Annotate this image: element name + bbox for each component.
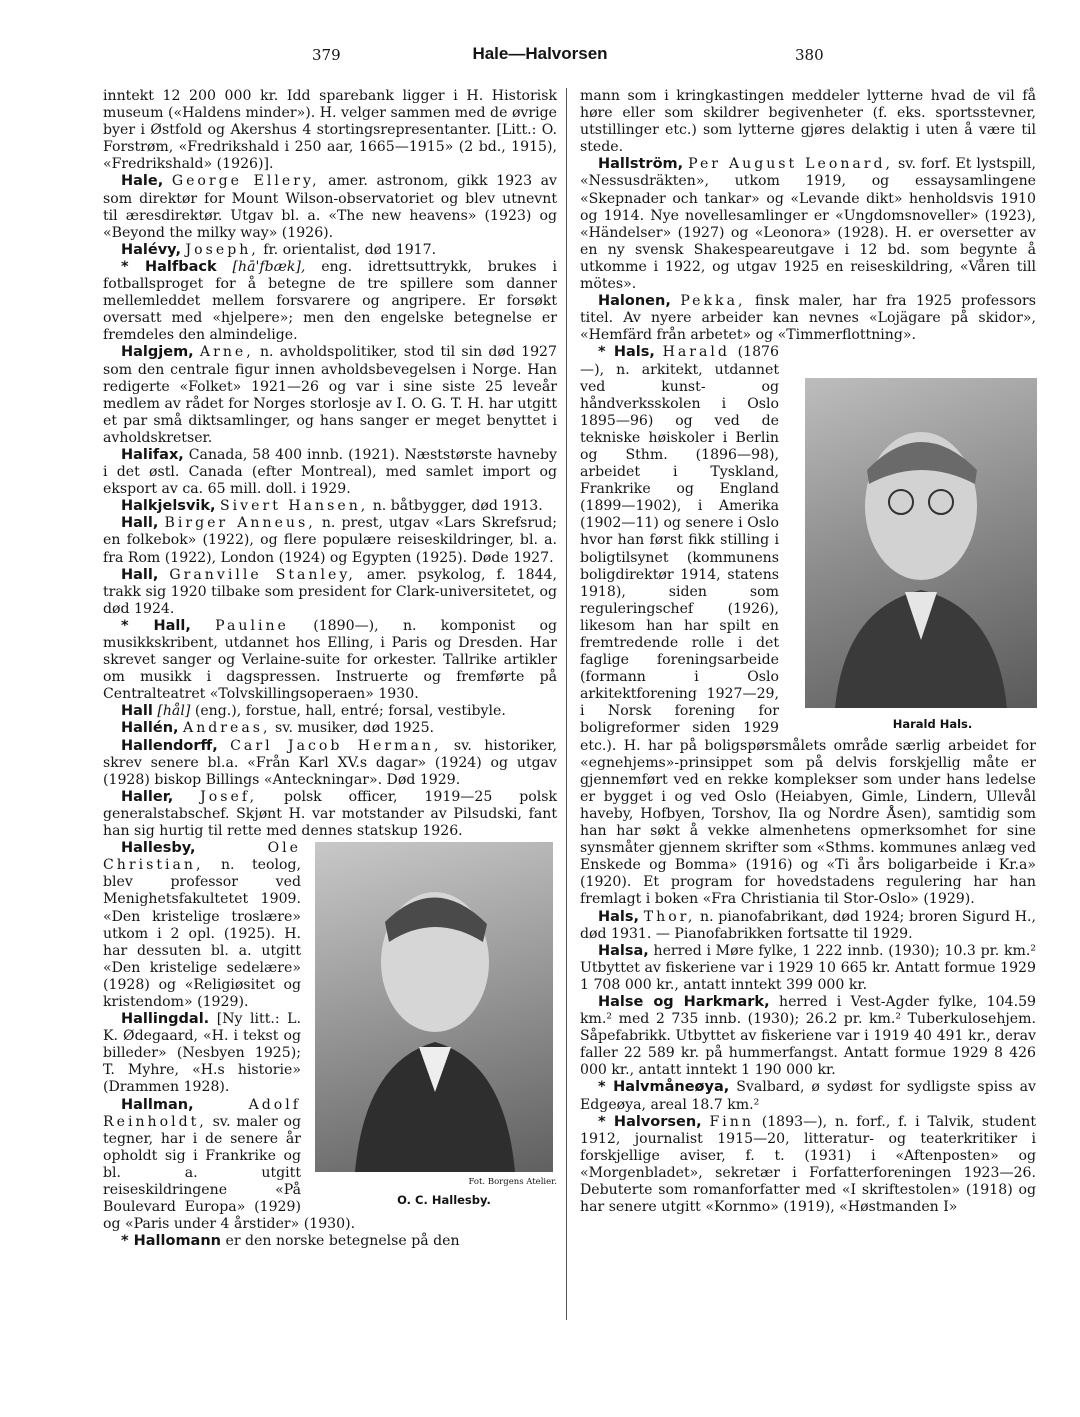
- entry-hallomann: * Hallomann er den norske betegnelse på den: [121, 1233, 460, 1250]
- right-column: [580, 88, 1036, 1216]
- entry-halvmaneoya: * Halvmåneøya, Svalbard, ø sydøst for sydligste spiss av Edgeøya, areal 18.7 km.²: [580, 1079, 1037, 1113]
- entry-hallen: Hallén, Andreas, sv. musiker, død 1925.: [121, 720, 435, 737]
- figure-caption-hallesby: O. C. Hallesby.: [397, 1193, 491, 1208]
- portrait-photo-icon: [315, 842, 553, 1172]
- entry-hall-pauline: * Hall, Pauline (1890—), n. komponist og musikkskribent, utdannet hos Elling, i Paris og Dresden. Har skrevet sanger og Verlaine-suite for orkester. Tallrike artikler om musikk i dagspressen. Instruerte og fremførte på Centralteatret «Tolvskillingsoperaen» 1930.: [103, 617, 557, 703]
- portrait-photo-icon: [805, 378, 1037, 708]
- entry-haller: Haller, Josef, polsk officer, 1919—25 polsk generalstabschef. Skjønt H. var motstander av Pilsudski, fant han sig hurtig til rette med dennes statskup 1926.: [103, 788, 557, 840]
- entry-hallesby: Fot. Borgens Atelier. O. C. Hallesby. Hallesby, Ole Christian, n. teolog, blev professor ved Menighetsfakultetet 1909. «Den kristelige troslære» utkom i 2 opl. (1925). H. har dessuten bl. a. utgitt «Den kristelige sedelære» (1928) og «Religiøsitet og kristendom» (1929).: [103, 840, 557, 1011]
- entry-continuation-right: mann som i kringkastingen meddeler lytterne hvad de vil få høre eller som skildrer begivenheter (f. eks. sportsstevner, utstillinger etc.) som lytterne gjøres delaktig i uten å være til stede.: [580, 88, 1036, 156]
- entry-hall-birger: Hall, Birger Anneus, n. prest, utgav «Lars Skrefsrud; en folkebok» (1922), og flere populære reiseskildringer, bl. a. fra Rom (1922), London (1924) og Egypten (1925). Døde 1927.: [103, 515, 557, 566]
- figure-caption-hals: Harald Hals.: [892, 717, 973, 732]
- entry-hallingdal: Hallingdal. [Ny litt.: L. K. Ødegaard, «H. i tekst og billeder» (Nesbyen 1925); T. Myhre, «H.s historie» (Drammen 1928).: [103, 1011, 301, 1096]
- entry-hallstrom: Hallström, Per August Leonard, sv. forf. Et lystspill, «Nessusdräkten», utkom 1919, og essaysamlingene «Skepnader och tankar» og «Levande dikt» henholdsvis 1910 og 1914. Nye novellesamlinger er «Ungdomsnoveller» (1923), «Händelser» (1927) og «Leonora» (1928). H. er oversetter av en ny svensk Shakespeareutgave i 12 bd. som begynte å utkomme i 1922, og utgav 1925 en reiseskildring, «Våren till mötes».: [580, 156, 1036, 293]
- entry-halvorsen: * Halvorsen, Finn (1893—), n. forf., f. i Talvik, student 1912, journalist 1915—20, litteratur- og teaterkritiker i forskjellige aviser, f. t. (1931) i «Aftenposten» og «Morgenbladet», sekretær i Forfatterforeningen 1923—26. Debuterte som romanforfatter med «I skriftestolen» (1918) og har senere utgitt «Kornmo» (1919), «Høstmanden I»: [580, 1113, 1037, 1216]
- entry-hall-eng: Hall [hål] (eng.), forstue, hall, entré; forsal, vestibyle.: [121, 703, 506, 720]
- entry-hals-thor: Hals, Thor, n. pianofabrikant, død 1924; broren Sigurd H., død 1931. — Pianofabrikken fortsatte til 1929.: [580, 908, 1037, 942]
- column-divider: [566, 88, 567, 1320]
- entry-halonen: Halonen, Pekka, finsk maler, har fra 1925 professors titel. Av nyere arbeider kan nevnes «Lojägare på skidor», «Hemfärd från arbetet» og «Timmerflottning».: [580, 293, 1037, 344]
- entry-halifax: Halifax, Canada, 58 400 innb. (1921). Næststørste havneby i det østl. Canada (efter Montreal), med samlet import og eksport av ca. 65 mill. doll. i 1929.: [103, 446, 557, 498]
- entry-halkjelsvik: Halkjelsvik, Sivert Hansen, n. båtbygger, død 1913.: [121, 498, 543, 515]
- page-number-left: 379: [312, 46, 341, 64]
- entry-halfback: * Halfback [hā'fbæk], eng. idrettsuttrykk, brukes i fotballsproget for å betegne de tre spillere som danner mellemleddet mellem forsvarere og angripere. Er forsøkt oversatt med «hjelpere»; men den engelske betegnelse er fremdeles den almindelige.: [103, 258, 558, 344]
- entry-halevy: Halévy, Joseph, fr. orientalist, død 1917.: [121, 241, 437, 258]
- page-number-right: 380: [795, 46, 824, 64]
- page-header: [0, 44, 1080, 70]
- left-column: [103, 88, 557, 1250]
- entry-halgjem: Halgjem, Arne, n. avholdspolitiker, stod til sin død 1927 som den centrale figur innen avholdsbevegelsen i Norge. Han redigerte «Folket» 1921—26 og var i sine siste 25 leveår medlem av rådet for Norges storlosje av I. O. G. T. H. har utgitt et par små diktsamlinger, og hans sanger er meget benyttet i avholdskretser.: [103, 344, 557, 446]
- hallesby-figure: [309, 842, 561, 1209]
- hals-figure: [787, 344, 1042, 733]
- entry-halsa: Halsa, herred i Møre fylke, 1 222 innb. (1930); 10.3 pr. km.² Utbyttet av fiskeriene var i 1929 10 665 kr. Antatt formue 1929 1 708 000 kr., antatt inntekt 399 000 kr.: [580, 942, 1036, 993]
- entry-halse-og-harkmark: Halse og Harkmark, herred i Vest-Agder fylke, 104.59 km.² med 2 735 innb. (1930); 26.2 pr. km.² Tuberkulosehjem. Såpefabrikk. Utbyttet av fiskeriene var i 1919 40 491 kr., derav faller 22 589 kr. på hummerfangst. Antatt formue 1929 8 426 000 kr., antatt inntekt 1 190 000 kr.: [580, 993, 1036, 1079]
- entry-continuation: inntekt 12 200 000 kr. Idd sparebank ligger i H. Historisk museum («Haldens minder»). H. velger sammen med de øvrige byer i Østfold og Akershus 4 stortingsrepresentanter. [Litt.: O. Forstrøm, «Fredrikshald i 250 aar, 1665—1915» (2 bd., 1915), «Fredrikshald» (1926)].: [103, 88, 557, 173]
- entry-hall-granville: Hall, Granville Stanley, amer. psykolog, f. 1844, trakk sig 1920 tilbake som president for Clark-universitetet, og død 1924.: [103, 566, 557, 617]
- photo-credit: Fot. Borgens Atelier.: [468, 1177, 557, 1188]
- entry-hale: Hale, George Ellery, amer. astronom, gikk 1923 av som direktør for Mount Wilson-observatoriet og blev utnevnt til æresdirektør. Utgav bl. a. «The new heavens» (1923) og «Beyond the milky way» (1926).: [103, 173, 557, 241]
- entry-hallman: Hallman, Adolf Reinholdt, sv. maler og tegner, har i de senere år opholdt sig i Frankrike og bl. a. utgitt reiseskildringene «På Boulevard Europa» (1929) og «Paris under 4 årstider» (1930).: [103, 1096, 356, 1233]
- entry-hallendorff: Hallendorff, Carl Jacob Herman, sv. historiker, skrev senere bl.a. «Från Karl XV.s dagar» (1924) og utgav (1928) biskop Billings «Anteckningar». Død 1929.: [103, 737, 557, 788]
- running-title: Hale—Halvorsen: [472, 44, 608, 63]
- entry-hals-harald: Harald Hals. * Hals, Harald (1876—), n. arkitekt, utdannet ved kunst- og håndverksskolen i Oslo 1895—96) og ved de tekniske høiskoler i Berlin og Sthm. (1896—98), arbeidet i Tyskland, Frankrike og England (1899—1902), i Amerika (1902—11) og senere i Oslo hvor han først fikk stilling i boligtilsynet (kommunens boligdirektør 1914, statens 1918), siden som reguleringschef (1926), likesom han har spilt en fremtredende rolle i det faglige foreningsarbeide (formann i Oslo arkitektforening 1927—29, i Norsk forening for boligreformer siden 1929 etc.). H. har på boligspørsmålets område særlig arbeidet for «egnehjems»-prinsippet som på delvis forskjellig måte er gjennemført ved en rekke komplekser som under hans ledelse er bygget i og ved Oslo (Heiabyen, Gimle, Lindern, Ullevål haveby, Hofbyen, Torshov, Ila og Nordre Åsen), samtidig som han har søkt å vekke almenhetens opmerksomhet for sine synsmåter gjennem skrifter som «Sthms. kommunes anlæg ved Enskede og Bomma» (1916) og «Ti års boligarbeide i Kr.a» (1920). Et program for hovedstadens regulering har han fremlagt i boken «Fra Christiania til Stor-Oslo» (1929).: [580, 344, 1036, 908]
